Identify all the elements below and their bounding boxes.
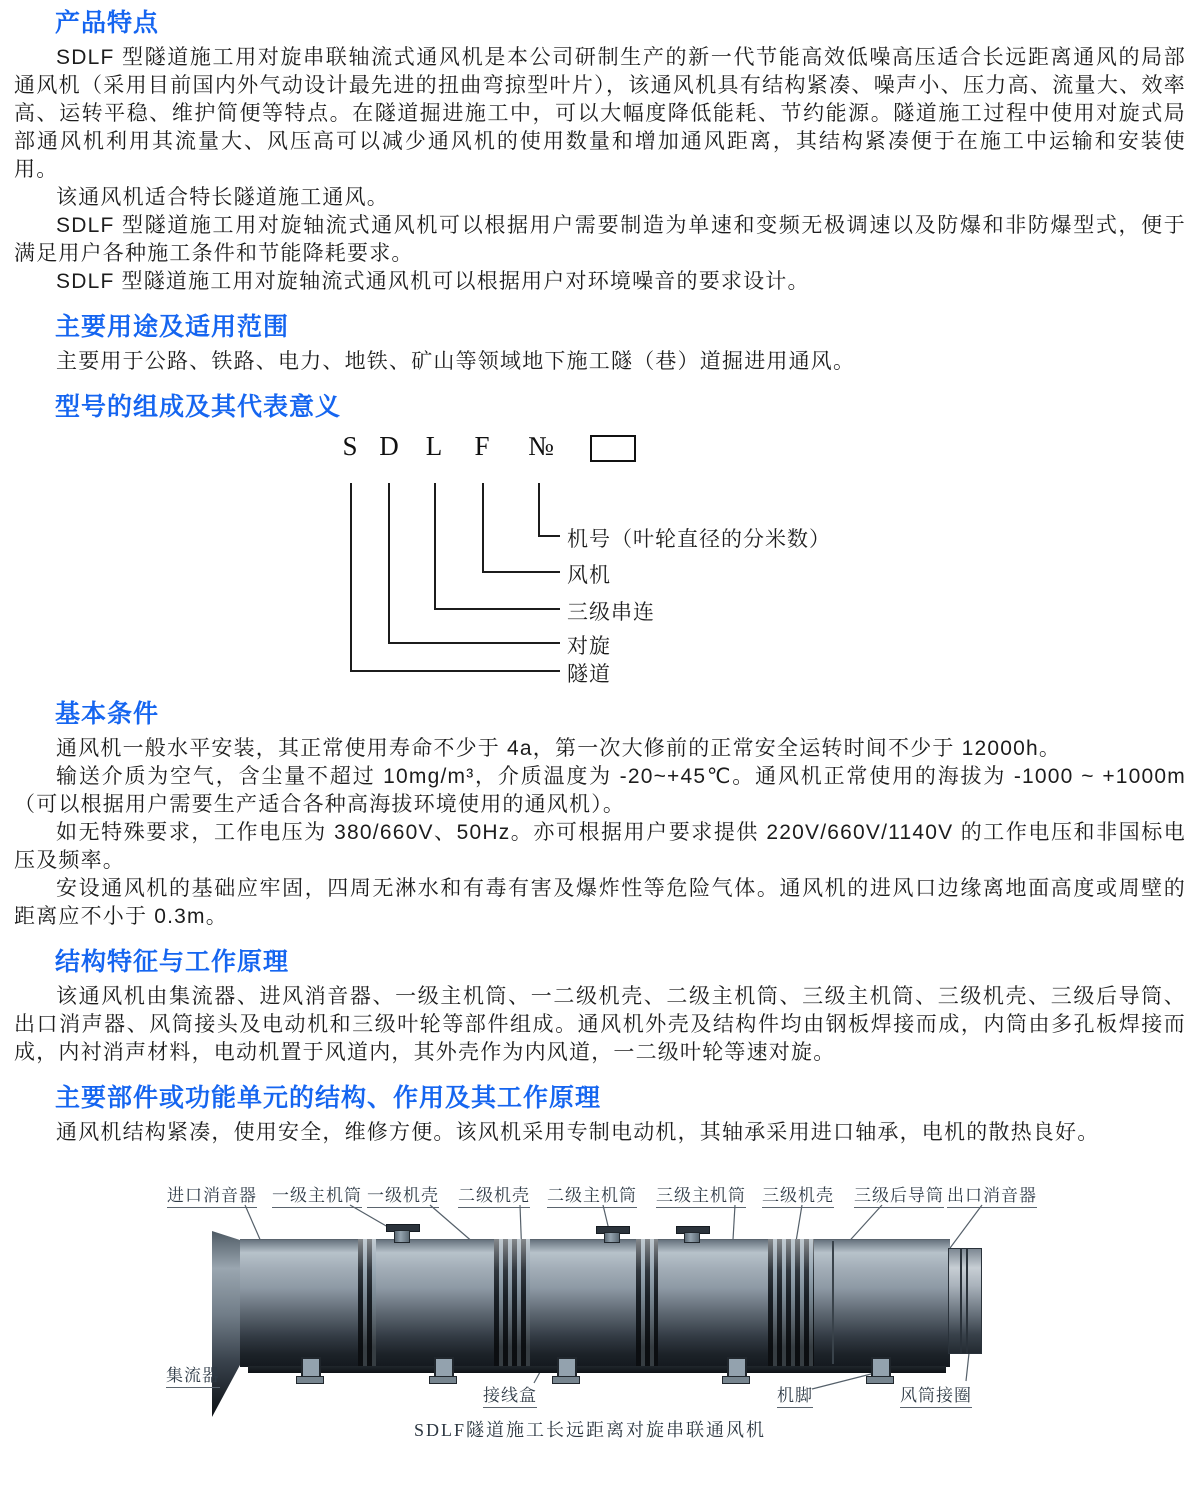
heading-model-composition: 型号的组成及其代表意义 [55, 393, 342, 421]
figure-label-inlet-silencer: 进口消音器 [167, 1181, 257, 1208]
fan-lower-casing [248, 1366, 946, 1373]
heading-product-features: 产品特点 [55, 9, 160, 37]
paragraph: SDLF 型隧道施工用对旋轴流式通风机可以根据用户对环境噪音的要求设计。 [56, 270, 810, 293]
model-label-counter-rotating: 对旋 [567, 635, 611, 658]
model-label-three-stage: 三级串连 [567, 601, 655, 624]
fan-foot-base [552, 1376, 580, 1384]
paragraph: 该通风机由集流器、进风消音器、一级主机筒、一二级机壳、二级主机筒、三级主机筒、三级机壳、三级后导筒、出口消声器、风筒接头及电动机和三级叶轮等部件组成。通风机外壳及结构件均由钢板焊接而成，内筒由多孔板焊接而成，内衬消声材料，电动机置于风道内，其外壳作为内风道，一二级叶轮等速对旋。 [14, 985, 1186, 1064]
paragraph: SDLF 型隧道施工用对旋轴流式通风机可以根据用户需要制造为单速和变频无极调速以及防爆和非防爆型式，便于满足用户各种施工条件和节能降耗要求。 [14, 214, 1186, 265]
fan-flange-ring [494, 1239, 530, 1366]
paragraph: 该通风机适合特长隧道施工通风。 [56, 186, 389, 209]
fan-top-fitting-stem [684, 1232, 700, 1243]
paragraph: 通风机一般水平安装，其正常使用寿命不少于 4a，第一次大修前的正常安全运转时间不少于 12000h。 [56, 737, 1062, 760]
fan-figure [0, 1167, 1200, 1457]
paragraph: 主要用于公路、铁路、电力、地铁、矿山等领域地下施工隧（巷）道掘进用通风。 [56, 350, 856, 373]
figure-label-stage2-main-barrel: 二级主机筒 [547, 1181, 637, 1208]
figure-label-stage3-casing: 三级机壳 [762, 1181, 834, 1208]
model-label-size-number: 机号（叶轮直径的分米数） [567, 528, 831, 551]
fan-flange-ring [636, 1239, 658, 1366]
figure-label-stage1-main-barrel: 一级主机筒 [272, 1181, 362, 1208]
fan-seam [832, 1241, 834, 1364]
model-letter-s: S [342, 431, 358, 461]
model-letter-no: № [528, 431, 554, 461]
leader-line-size-number [538, 483, 560, 537]
figure-label-duct-connection-ring: 风筒接圈 [900, 1381, 972, 1408]
heading-basic-conditions: 基本条件 [55, 700, 160, 728]
model-letter-d: D [379, 431, 399, 461]
figure-label-machine-foot: 机脚 [777, 1381, 813, 1408]
fan-duct-ring [948, 1248, 982, 1354]
figure-caption: SDLF隧道施工长远距离对旋串联通风机 [413, 1420, 766, 1440]
fan-top-fitting-stem [604, 1232, 620, 1243]
figure-label-stage1-casing: 一级机壳 [367, 1181, 439, 1208]
figure-label-junction-box: 接线盒 [483, 1381, 537, 1408]
paragraph: 安设通风机的基础应牢固，四周无淋水和有毒有害及爆炸性等危险气体。通风机的进风口边缘离地面高度或周壁的距离应不小于 0.3m。 [14, 877, 1186, 928]
fan-foot-base [722, 1376, 750, 1384]
figure-label-stage3-main-barrel: 三级主机筒 [656, 1181, 746, 1208]
figure-label-stage2-casing: 二级机壳 [458, 1181, 530, 1208]
heading-main-uses: 主要用途及适用范围 [55, 313, 290, 341]
model-label-fan: 风机 [567, 564, 611, 587]
fan-flange-ring [358, 1239, 376, 1366]
fan-foot-base [429, 1376, 457, 1384]
fan-flange-ring [768, 1239, 814, 1366]
heading-structure-principle: 结构特征与工作原理 [55, 948, 290, 976]
model-code-diagram [0, 428, 1200, 686]
paragraph: 通风机结构紧凑，使用安全，维修方便。该风机采用专制电动机，其轴承采用进口轴承，电机的散热良好。 [56, 1121, 1100, 1144]
figure-label-stage3-guide-duct: 三级后导筒 [854, 1181, 944, 1208]
figure-label-outlet-silencer: 出口消音器 [947, 1181, 1037, 1208]
paragraph: 输送介质为空气，含尘量不超过 10mg/m³，介质温度为 -20~+45℃。通风机正常使用的海拔为 -1000 ~ +1000m（可以根据用户需要生产适合各种高海拔环境使用的通风机）。 [14, 765, 1186, 816]
fan-foot-base [296, 1376, 324, 1384]
model-letter-l: L [425, 431, 443, 461]
fan-top-fitting-stem [394, 1230, 410, 1243]
heading-main-components: 主要部件或功能单元的结构、作用及其工作原理 [55, 1084, 602, 1112]
paragraph: SDLF 型隧道施工用对旋串联轴流式通风机是本公司研制生产的新一代节能高效低噪高压适合长远距离通风的局部通风机（采用目前国内外气动设计最先进的扭曲弯掠型叶片），该通风机具有结构紧凑、噪声小、压力高、流量大、效率高、运转平稳、维护简便等特点。在隧道掘进施工中，可以大幅度降低能耗、节约能源。隧道施工过程中使用对旋式局部通风机利用其流量大、风压高可以减少通风机的使用数量和增加通风距离，其结构紧凑便于在施工中运输和安装使用。 [14, 46, 1186, 181]
fan-foot-base [866, 1376, 894, 1384]
model-label-tunnel: 隧道 [567, 663, 611, 686]
paragraph: 如无特殊要求，工作电压为 380/660V、50Hz。亦可根据用户要求提供 220V/660V/1140V 的工作电压和非国标电压及频率。 [14, 821, 1186, 872]
fan-main-body [240, 1239, 950, 1367]
model-letter-f: F [474, 431, 490, 461]
model-number-box [590, 435, 636, 462]
figure-label-collector: 集流器 [166, 1361, 220, 1388]
